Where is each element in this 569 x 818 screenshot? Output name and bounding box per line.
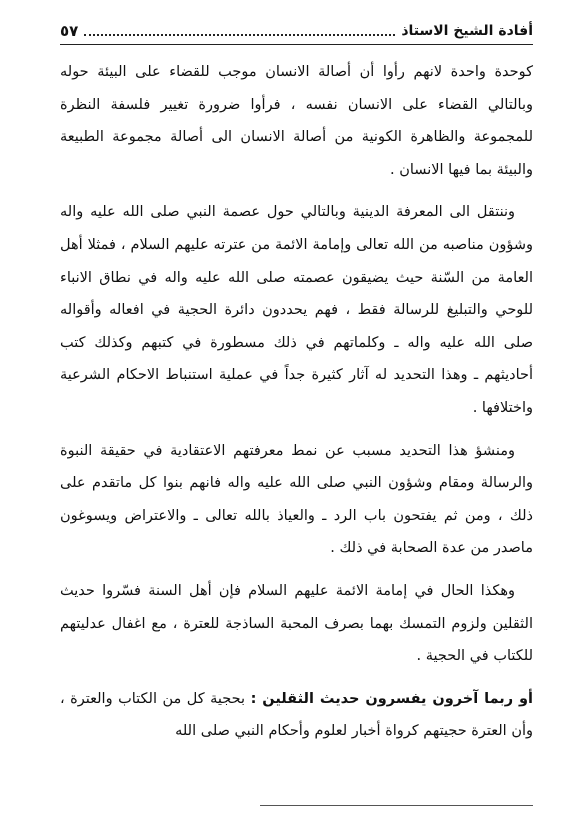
text-line: نطاق الانباء للوحي والتبليغ للرسالة فقط ، فهم يحددون دائرة الحجية [60,269,533,319]
page-header [60,18,533,45]
text-line: كتبهم وكذلك كتب أحاديثهم ـ وهذا التحديد له آثار كثيرة جداً في عملية [60,334,534,384]
text-line: مجموعة الطبيعة والبيئة بما فيها الانسان . [60,129,533,178]
paragraph-1 [60,56,533,186]
paragraph-5 [60,683,533,748]
text-line: وننتقل الى المعرفة الدينية وبالتالي حول عصمة النبي صلى الله عليه [90,204,516,221]
text-line: استنباط الاحكام الشرعية واختلافها . [60,367,533,416]
paragraph-2 [60,196,533,424]
leader-dots [84,34,395,36]
text-line: ومنشؤ هذا التحديد مسبب عن نمط معرفتهم الاعتقادية في حقيقة [99,442,516,459]
page-number: ٥٧ [60,22,79,40]
footnote-separator [260,805,533,806]
body-text [60,56,533,758]
text-line: بحجية كل من الكتاب [118,690,246,707]
text-line: فمثلا أهل العامة من السّنة حيث يضيقون عصمته صلى الله عليه واله في [60,236,534,286]
bold-lead: أو ربما آخرون يفسرون حديث الثقلين : [250,690,534,707]
text-line: النظرة للمجموعة والظاهرة الكونية من أصالة الانسان الى أصالة [60,96,533,146]
text-line: ماتقدم على ذلك ، ومن ثم يفتحون باب الرد ـ والعياذ بالله تعالى ـ [60,475,534,524]
text-line: في افعاله وأقواله صلى الله عليه واله ـ وكلماتهم في ذلك مسطورة في [60,302,534,351]
paragraph-4 [60,575,533,673]
text-line: كوحدة واحدة لانهم رأوا أن أصالة الانسان موجب للقضاء على البيئة [97,64,534,80]
text-line: والعترة ، وأن العترة حجيتهم كرواة أخبار لعلوم وأحكام النبي صلى الله [60,690,533,740]
text-line: حديث الثقلين ولزوم التمسك بهما بصرف المحبة الساذجة للعترة ، مع [60,582,533,632]
text-line: والاعتراض ويسوغون ماصدر من عدة الصحابة في ذلك . [60,507,533,557]
running-title: أفادة الشيخ الاستاذ [401,23,533,39]
text-line: واله وشؤون مناصبه من الله تعالى وإمامة الائمة من عترته عليهم السلام ، [60,204,533,253]
text-line: حوله وبالتالي القضاء على الانسان نفسه ، فرأوا ضرورة تغيير فلسفة [60,64,534,113]
text-line: وهكذا الحال في إمامة الائمة عليهم السلام فإن أهل السنة فسّروا [102,582,515,599]
paragraph-3 [60,435,533,565]
text-line: النبوة والرسالة ومقام وشؤون النبي صلى الله عليه واله فانهم بنوا كل [60,442,534,492]
text-line: اغفال عدليتهم للكتاب في الحجية . [60,615,533,665]
